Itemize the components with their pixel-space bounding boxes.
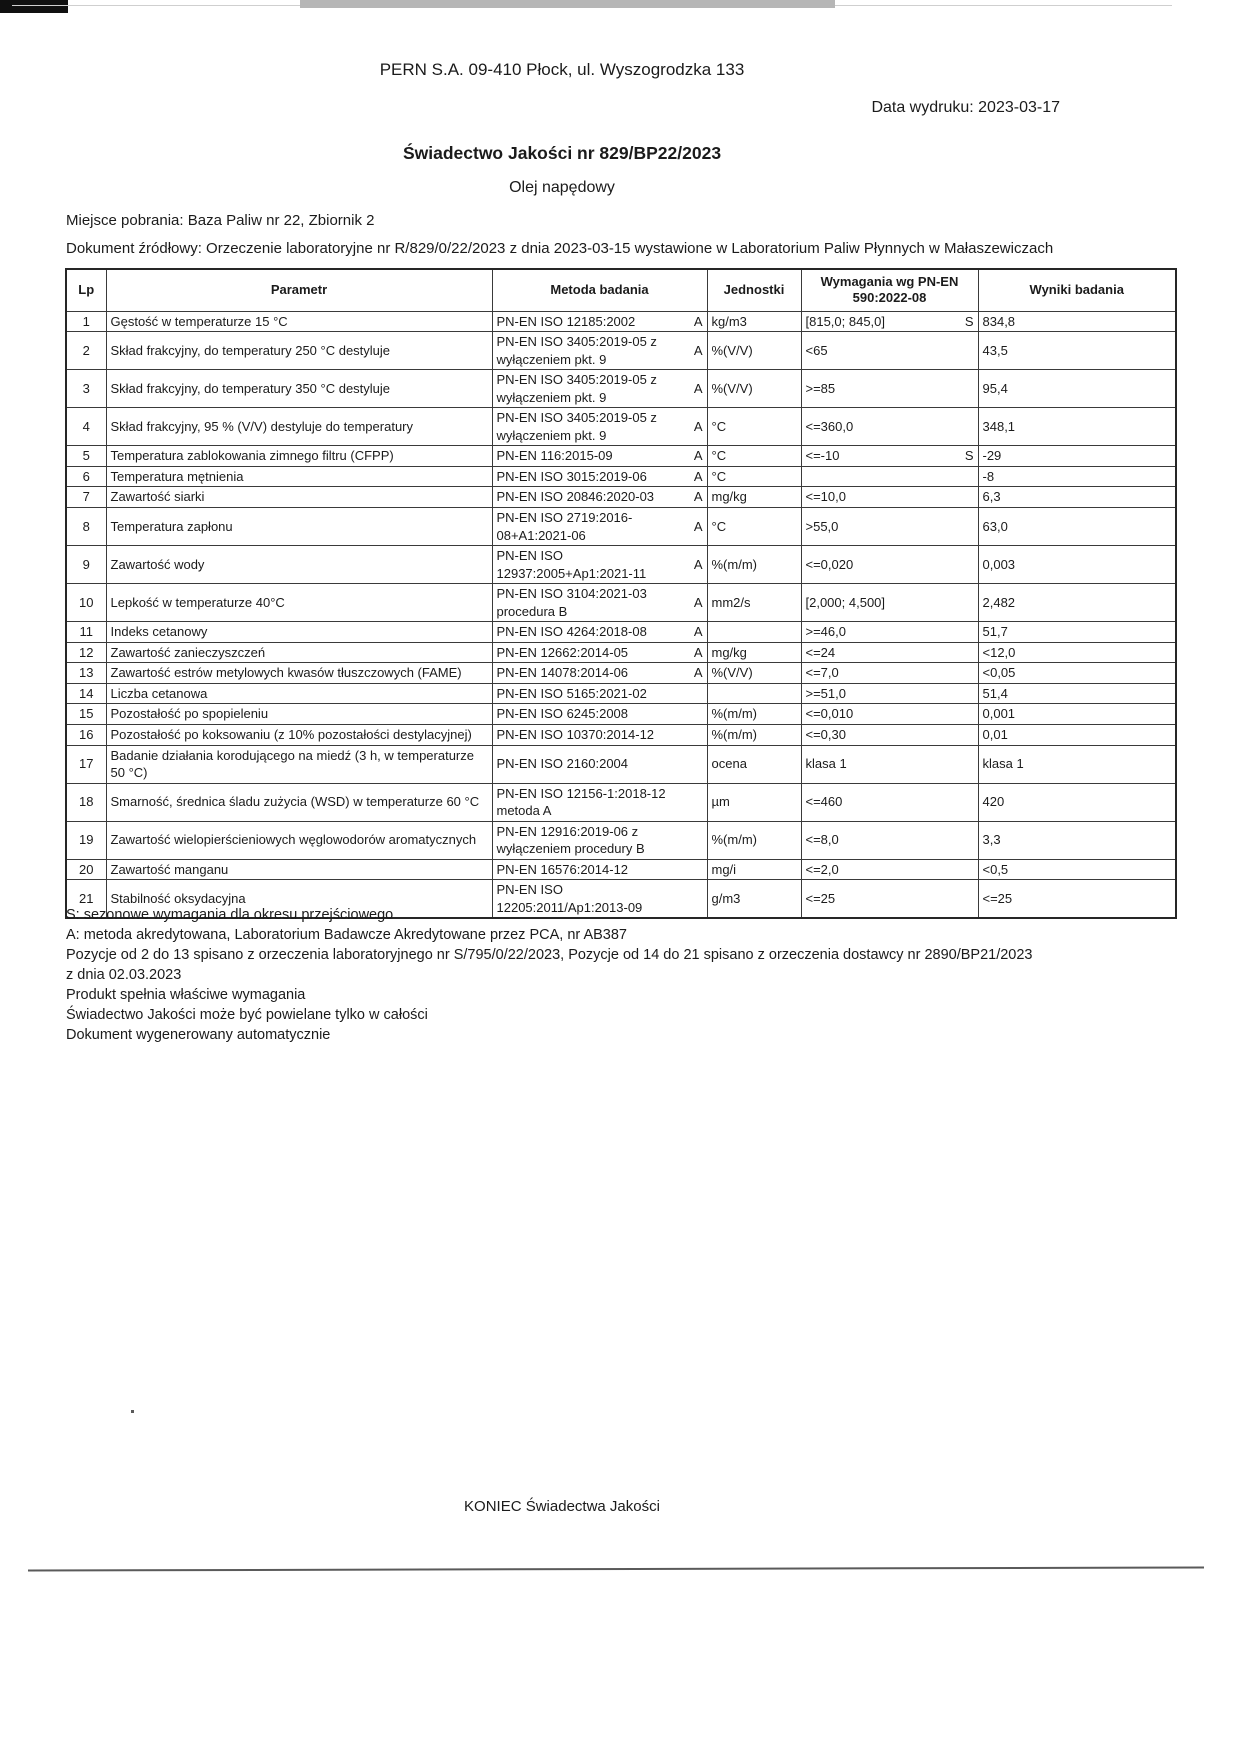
cell-result: klasa 1 <box>978 745 1176 783</box>
cell-requirement <box>801 704 978 725</box>
accredited-marker: A <box>693 556 703 572</box>
seasonal-marker: S <box>964 448 974 464</box>
cell-lp: 21 <box>66 880 106 919</box>
cell-units <box>707 683 801 704</box>
cell-lp: 17 <box>66 745 106 783</box>
method-text: PN-EN 116:2015-09 <box>496 448 613 464</box>
accredited-marker: A <box>693 665 703 681</box>
cell-method <box>492 584 707 622</box>
method-text: PN-EN ISO 10370:2014-12 <box>496 726 655 742</box>
method-text: PN-EN ISO 3405:2019-05 z wyłączeniem pkt. 9 <box>496 372 657 405</box>
cell-units: %(V/V) <box>707 370 801 408</box>
table-row <box>66 487 1176 508</box>
cell-result: 420 <box>978 783 1176 821</box>
requirement-text: <=0,020 <box>805 556 854 572</box>
cell-lp: 12 <box>66 642 106 663</box>
cell-result: 63,0 <box>978 507 1176 545</box>
requirement-text: <65 <box>805 342 828 358</box>
cell-method <box>492 332 707 370</box>
cell-units: °C <box>707 507 801 545</box>
table-row <box>66 584 1176 622</box>
cell-method <box>492 821 707 859</box>
cell-method <box>492 783 707 821</box>
cell-parameter: Smarność, średnica śladu zużycia (WSD) w temperaturze 60 °C <box>106 783 492 821</box>
cell-lp: 9 <box>66 546 106 584</box>
cell-result: -8 <box>978 466 1176 487</box>
col-header-parameter: Parametr <box>106 269 492 311</box>
table-row <box>66 408 1176 446</box>
requirement-text: >=51,0 <box>805 685 846 701</box>
cell-result: 43,5 <box>978 332 1176 370</box>
cell-parameter: Skład frakcyjny, do temperatury 350 °C destyluje <box>106 370 492 408</box>
table-row <box>66 370 1176 408</box>
accredited-marker: A <box>693 644 703 660</box>
table-row <box>66 663 1176 684</box>
col-header-requirements: Wymagania wg PN-EN 590:2022-08 <box>801 269 978 311</box>
end-of-certificate: KONIEC Świadectwa Jakości <box>464 1498 660 1515</box>
table-row <box>66 821 1176 859</box>
requirement-text: <=-10 <box>805 448 840 464</box>
cell-lp: 2 <box>66 332 106 370</box>
table-row <box>66 622 1176 643</box>
accredited-marker: A <box>693 448 703 464</box>
method-text: PN-EN ISO 6245:2008 <box>496 706 629 722</box>
requirement-text: <=0,010 <box>805 706 854 722</box>
table-row <box>66 332 1176 370</box>
cell-method <box>492 642 707 663</box>
cell-requirement <box>801 859 978 880</box>
requirement-text: <=0,30 <box>805 726 846 742</box>
cell-requirement <box>801 745 978 783</box>
cell-requirement <box>801 683 978 704</box>
cell-lp: 18 <box>66 783 106 821</box>
cell-method <box>492 370 707 408</box>
accredited-marker: A <box>693 489 703 505</box>
requirement-text: <=7,0 <box>805 665 839 681</box>
company-address: PERN S.A. 09-410 Płock, ul. Wyszogrodzka 133 <box>379 60 745 79</box>
table-header-row <box>66 269 1176 311</box>
cell-result: 0,01 <box>978 724 1176 745</box>
cell-units <box>707 622 801 643</box>
cell-method <box>492 546 707 584</box>
cell-parameter: Zawartość siarki <box>106 487 492 508</box>
cell-parameter: Temperatura zapłonu <box>106 507 492 545</box>
cell-parameter: Liczba cetanowa <box>106 683 492 704</box>
cell-parameter: Zawartość wody <box>106 546 492 584</box>
cell-parameter: Indeks cetanowy <box>106 622 492 643</box>
requirement-text: <=2,0 <box>805 861 839 877</box>
results-table <box>65 268 1177 919</box>
cell-method <box>492 466 707 487</box>
cell-lp: 11 <box>66 622 106 643</box>
cell-result: 95,4 <box>978 370 1176 408</box>
requirement-text: [2,000; 4,500] <box>805 594 886 610</box>
table-row <box>66 745 1176 783</box>
document-title: Świadectwo Jakości nr 829/BP22/2023 <box>402 143 722 163</box>
col-header-method: Metoda badania <box>492 269 707 311</box>
cell-lp: 4 <box>66 408 106 446</box>
method-text: PN-EN 12662:2014-05 <box>496 644 629 660</box>
table-row <box>66 642 1176 663</box>
requirement-text: <=10,0 <box>805 489 846 505</box>
cell-requirement <box>801 332 978 370</box>
requirement-text: >=85 <box>805 380 836 396</box>
document-header <box>0 0 1124 197</box>
cell-units: %(m/m) <box>707 546 801 584</box>
cell-parameter: Gęstość w temperaturze 15 °C <box>106 311 492 332</box>
cell-result: <0,05 <box>978 663 1176 684</box>
table-row <box>66 446 1176 467</box>
cell-parameter: Temperatura zablokowania zimnego filtru (CFPP) <box>106 446 492 467</box>
accredited-marker: A <box>693 342 703 358</box>
print-date: Data wydruku: 2023-03-17 <box>871 99 1060 116</box>
method-text: PN-EN ISO 12185:2002 <box>496 313 636 329</box>
table-row <box>66 783 1176 821</box>
method-text: PN-EN ISO 3405:2019-05 z wyłączeniem pkt. 9 <box>496 410 657 443</box>
cell-lp: 7 <box>66 487 106 508</box>
cell-lp: 19 <box>66 821 106 859</box>
method-text: PN-EN 16576:2014-12 <box>496 861 629 877</box>
method-text: PN-EN ISO 3104:2021-03 procedura B <box>496 586 647 619</box>
cell-units: °C <box>707 466 801 487</box>
accredited-marker: A <box>693 594 703 610</box>
accredited-marker: A <box>693 419 703 434</box>
cell-result: 0,003 <box>978 546 1176 584</box>
seasonal-marker: S <box>964 313 974 329</box>
note-product: Produkt spełnia właściwe wymagania <box>66 987 306 1003</box>
cell-parameter: Zawartość estrów metylowych kwasów tłuszczowych (FAME) <box>106 663 492 684</box>
footnotes <box>66 905 1036 1045</box>
cell-requirement <box>801 821 978 859</box>
cell-lp: 3 <box>66 370 106 408</box>
accredited-marker: A <box>693 313 703 329</box>
cell-result: 6,3 <box>978 487 1176 508</box>
cell-method <box>492 724 707 745</box>
accredited-marker: A <box>693 468 703 484</box>
cell-lp: 16 <box>66 724 106 745</box>
cell-requirement <box>801 466 978 487</box>
cell-parameter: Zawartość zanieczyszczeń <box>106 642 492 663</box>
cell-method <box>492 745 707 783</box>
cell-parameter: Zawartość wielopierścieniowych węglowodorów aromatycznych <box>106 821 492 859</box>
footer-rule <box>28 1566 1204 1571</box>
table-row <box>66 724 1176 745</box>
cell-lp: 20 <box>66 859 106 880</box>
cell-requirement <box>801 446 978 467</box>
cell-units: mg/kg <box>707 487 801 508</box>
scan-artifact-dot <box>131 1410 134 1413</box>
cell-result: 348,1 <box>978 408 1176 446</box>
cell-lp: 8 <box>66 507 106 545</box>
cell-requirement <box>801 663 978 684</box>
cell-requirement <box>801 487 978 508</box>
cell-requirement <box>801 642 978 663</box>
table-row <box>66 466 1176 487</box>
method-text: PN-EN ISO 3405:2019-05 z wyłączeniem pkt. 9 <box>496 334 657 367</box>
requirement-text: <=360,0 <box>805 419 854 434</box>
cell-result: 0,001 <box>978 704 1176 725</box>
cell-requirement <box>801 783 978 821</box>
cell-result: <12,0 <box>978 642 1176 663</box>
accredited-marker: A <box>693 624 703 640</box>
cell-units: kg/m3 <box>707 311 801 332</box>
cell-method <box>492 487 707 508</box>
table-row <box>66 683 1176 704</box>
requirement-text: <=8,0 <box>805 832 839 848</box>
requirement-text: <=460 <box>805 794 843 810</box>
requirement-text: <=24 <box>805 644 836 660</box>
cell-parameter: Skład frakcyjny, do temperatury 250 °C destyluje <box>106 332 492 370</box>
method-text: PN-EN ISO 12205:2011/Ap1:2013-09 <box>496 882 643 915</box>
requirement-text: [815,0; 845,0] <box>805 313 886 329</box>
table-row <box>66 507 1176 545</box>
cell-method <box>492 446 707 467</box>
table-row <box>66 311 1176 332</box>
cell-lp: 5 <box>66 446 106 467</box>
cell-method <box>492 663 707 684</box>
requirement-text: <=25 <box>805 891 836 907</box>
method-text: PN-EN ISO 2160:2004 <box>496 756 629 772</box>
cell-method <box>492 859 707 880</box>
cell-units: %(m/m) <box>707 704 801 725</box>
cell-units: mg/i <box>707 859 801 880</box>
cell-requirement <box>801 370 978 408</box>
cell-method <box>492 683 707 704</box>
cell-requirement <box>801 622 978 643</box>
cell-requirement <box>801 507 978 545</box>
table-row <box>66 546 1176 584</box>
cell-requirement <box>801 408 978 446</box>
note-autogenerated: Dokument wygenerowany automatycznie <box>66 1027 331 1043</box>
col-header-units: Jednostki <box>707 269 801 311</box>
method-text: PN-EN ISO 12156-1:2018-12 metoda A <box>496 785 666 819</box>
cell-lp: 10 <box>66 584 106 622</box>
cell-parameter: Zawartość manganu <box>106 859 492 880</box>
source-document: Dokument źródłowy: Orzeczenie laboratoryjne nr R/829/0/22/2023 z dnia 2023-03-15 wystawione w Laboratorium Paliw Płynnych w Małaszewiczach <box>66 240 1054 257</box>
col-header-results: Wyniki badania <box>978 269 1176 311</box>
cell-lp: 13 <box>66 663 106 684</box>
cell-units: g/m3 <box>707 880 801 919</box>
cell-requirement <box>801 724 978 745</box>
cell-units: mm2/s <box>707 584 801 622</box>
cell-requirement <box>801 584 978 622</box>
sampling-place: Miejsce pobrania: Baza Paliw nr 22, Zbiornik 2 <box>66 212 375 229</box>
cell-requirement <box>801 546 978 584</box>
method-text: PN-EN ISO 2719:2016-08+A1:2021-06 <box>496 509 633 543</box>
cell-result: <=25 <box>978 880 1176 919</box>
cell-parameter: Pozostałość po spopieleniu <box>106 704 492 725</box>
cell-method <box>492 704 707 725</box>
cell-result: 3,3 <box>978 821 1176 859</box>
cell-units: mg/kg <box>707 642 801 663</box>
method-text: PN-EN ISO 3015:2019-06 <box>496 468 647 484</box>
method-text: PN-EN 14078:2014-06 <box>496 665 629 681</box>
cell-units: %(m/m) <box>707 724 801 745</box>
cell-units: °C <box>707 408 801 446</box>
method-text: PN-EN ISO 5165:2021-02 <box>496 685 647 701</box>
cell-method <box>492 408 707 446</box>
note-accredited: A: metoda akredytowana, Laboratorium Badawcze Akredytowane przez PCA, nr AB387 <box>66 927 627 943</box>
cell-result: 51,7 <box>978 622 1176 643</box>
cell-lp: 6 <box>66 466 106 487</box>
cell-method <box>492 507 707 545</box>
cell-parameter: Pozostałość po koksowaniu (z 10% pozostałości destylacyjnej) <box>106 724 492 745</box>
cell-lp: 15 <box>66 704 106 725</box>
cell-parameter: Temperatura mętnienia <box>106 466 492 487</box>
cell-result: <0,5 <box>978 859 1176 880</box>
cell-parameter: Stabilność oksydacyjna <box>106 880 492 919</box>
cell-units: %(m/m) <box>707 821 801 859</box>
method-text: PN-EN ISO 4264:2018-08 <box>496 624 647 640</box>
cell-units: µm <box>707 783 801 821</box>
method-text: PN-EN ISO 20846:2020-03 <box>496 489 655 505</box>
table-row <box>66 859 1176 880</box>
cell-result: -29 <box>978 446 1176 467</box>
cell-parameter: Badanie działania korodującego na miedź (3 h, w temperaturze 50 °C) <box>106 745 492 783</box>
accredited-marker: A <box>693 518 703 534</box>
results-table-body <box>66 311 1176 918</box>
requirement-text: >55,0 <box>805 518 839 534</box>
cell-result: 834,8 <box>978 311 1176 332</box>
col-header-lp: Lp <box>66 269 106 311</box>
requirement-text: >=46,0 <box>805 624 846 640</box>
cell-units: %(V/V) <box>707 663 801 684</box>
table-row <box>66 704 1176 725</box>
method-text: PN-EN 12916:2019-06 z wyłączeniem procedury B <box>496 823 645 857</box>
document-meta <box>66 212 1176 268</box>
cell-lp: 1 <box>66 311 106 332</box>
note-positions: Pozycje od 2 do 13 spisano z orzeczenia laboratoryjnego nr S/795/0/22/2023, Pozycje od 14 do 21 spisano z orzeczenia dostawcy nr 2890/BP21/2023 z dnia 02.03.2023 <box>66 947 1033 983</box>
cell-method <box>492 311 707 332</box>
cell-units: %(V/V) <box>707 332 801 370</box>
cell-requirement <box>801 311 978 332</box>
accredited-marker: A <box>693 380 703 396</box>
cell-parameter: Skład frakcyjny, 95 % (V/V) destyluje do temperatury <box>106 408 492 446</box>
note-copying: Świadectwo Jakości może być powielane tylko w całości <box>66 1007 428 1023</box>
cell-lp: 14 <box>66 683 106 704</box>
cell-method <box>492 622 707 643</box>
method-text: PN-EN ISO 12937:2005+Ap1:2021-11 <box>496 548 647 581</box>
product-name: Olej napędowy <box>509 179 615 196</box>
requirement-text: klasa 1 <box>805 756 847 772</box>
cell-result: 2,482 <box>978 584 1176 622</box>
cell-units: ocena <box>707 745 801 783</box>
cell-result: 51,4 <box>978 683 1176 704</box>
cell-units: °C <box>707 446 801 467</box>
note-seasonal: S: sezonowe wymagania dla okresu przejściowego <box>66 907 394 923</box>
cell-parameter: Lepkość w temperaturze 40°C <box>106 584 492 622</box>
